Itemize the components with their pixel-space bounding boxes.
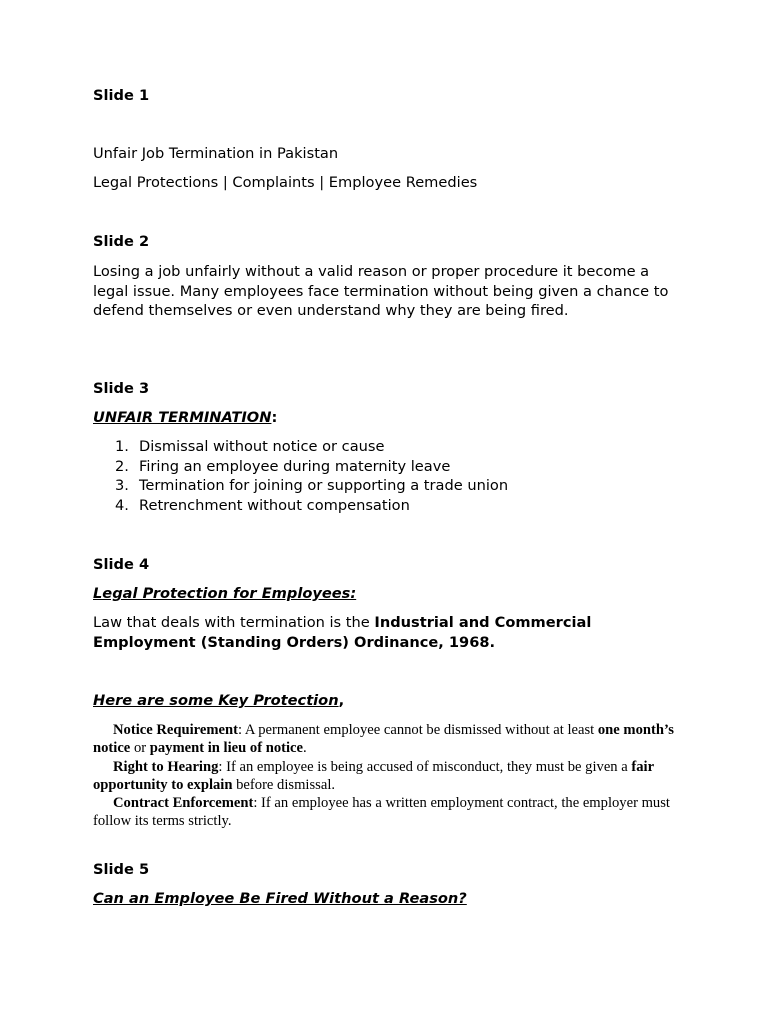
protection-emphasis: payment in lieu of notice (149, 739, 303, 756)
law-name: Industrial and Commercial Employment (Standing Orders) Ordinance, 1968. (93, 614, 592, 651)
list-number: 3. (115, 477, 129, 495)
slide-2-heading: Slide 2 (93, 233, 150, 250)
law-paragraph (93, 613, 683, 652)
protection-label: Right to Hearing (113, 759, 219, 775)
protection-label: Notice Requirement (113, 722, 238, 738)
protection-text: before dismissal. (232, 776, 336, 793)
list-number: 2. (115, 457, 129, 475)
slide-2-body: Losing a job unfairly without a valid reason or proper procedure it become a legal issue. Many employees face termination without being given a chance to defend themselves or even understand why they are being fired. (93, 263, 669, 320)
protection-text: . (303, 739, 307, 756)
list-number: 4. (115, 496, 129, 514)
unfair-termination-list (93, 437, 683, 515)
list-item-text: Dismissal without notice or cause (139, 438, 385, 455)
slide-1-title: Unfair Job Termination in Pakistan (93, 145, 339, 162)
protection-notice-requirement (93, 722, 675, 757)
key-protection-title (93, 691, 344, 711)
slide-5-heading: Slide 5 (93, 861, 150, 878)
fired-without-reason-title: Can an Employee Be Fired Without a Reason? (93, 890, 467, 907)
unfair-termination-title: UNFAIR TERMINATION (93, 409, 272, 426)
protection-label: Contract Enforcement (113, 795, 254, 811)
protection-text: : If an employee has a written employment contract, the employer must follow its terms strictly. (93, 795, 670, 829)
list-item (93, 457, 683, 477)
list-item (93, 476, 683, 496)
legal-protection-title: Legal Protection for Employees: (93, 585, 357, 602)
key-protection-comma: , (338, 692, 345, 709)
protection-right-to-hearing (93, 759, 675, 794)
slide-3-section-title (93, 408, 277, 428)
law-intro-text: Law that deals with termination is the (93, 614, 375, 631)
slide-1-subtitle: Legal Protections | Complaints | Employee Remedies (93, 174, 478, 191)
protection-text: : If an employee is being accused of misconduct, they must be given a (218, 759, 632, 775)
list-item-text: Termination for joining or supporting a trade union (139, 477, 509, 495)
protection-contract-enforcement (93, 795, 683, 830)
protection-text: or (130, 739, 150, 756)
slide-3-heading: Slide 3 (93, 380, 150, 397)
key-protection-text: Here are some Key Protection (93, 692, 339, 709)
list-item (93, 437, 683, 457)
list-number: 1. (115, 438, 129, 455)
title-colon: : (271, 409, 278, 426)
list-item-text: Retrenchment without compensation (139, 496, 410, 514)
slide-1-heading: Slide 1 (93, 87, 150, 104)
protection-text: : A permanent employee cannot be dismissed without at least (237, 722, 598, 738)
protection-emphasis: fair opportunity to explain (93, 759, 654, 793)
protection-emphasis: one month’s notice (93, 722, 674, 756)
list-item (93, 496, 683, 516)
list-item-text: Firing an employee during maternity leave (139, 457, 451, 475)
slide-4-heading: Slide 4 (93, 556, 150, 573)
